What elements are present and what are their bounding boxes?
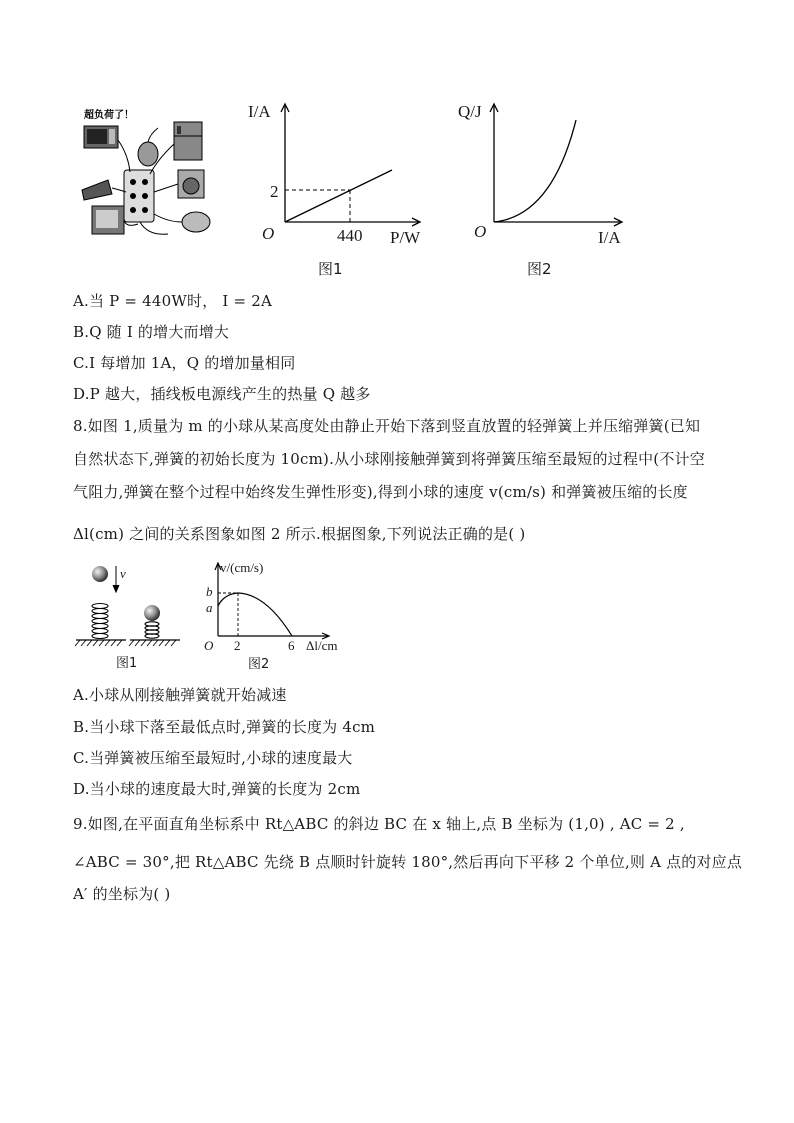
q8-fig2-tick-6: 6 xyxy=(288,638,295,653)
q8-fig2-y-label: v/(cm/s) xyxy=(220,560,264,575)
q8-fig2-x-label: Δl/cm xyxy=(306,638,338,653)
velocity-arrow-label: v xyxy=(120,566,126,581)
graph2-caption: 图2 xyxy=(527,260,552,278)
q8-fig2-tick-2: 2 xyxy=(234,638,241,653)
graph2-origin: O xyxy=(474,222,487,241)
graph1-x-tick: 440 xyxy=(337,226,363,245)
q7-option-b: B.Q 随 I 的增大而增大 xyxy=(73,323,230,341)
q9-stem-line1: 9.如图,在平面直角坐标系中 Rt△ABC 的斜边 BC 在 x 轴上,点 B 坐标为 (1,0) , AC = 2 , xyxy=(73,815,685,833)
overload-cartoon xyxy=(78,104,228,244)
overload-sticker: 超负荷了！ xyxy=(84,110,134,121)
q8-option-c: C.当弹簧被压缩至最短时,小球的速度最大 xyxy=(73,749,353,767)
graph1-origin: O xyxy=(262,224,275,243)
graph1-y-label: I/A xyxy=(248,102,271,121)
q8-option-d: D.当小球的速度最大时,弹簧的长度为 2cm xyxy=(73,780,361,798)
q8-stem-line3: 气阻力,弹簧在整个过程中始终发生弹性形变),得到小球的速度 v(cm/s) 和弹簧被压缩的长度 xyxy=(73,483,688,501)
q9-stem-line2: ∠ABC = 30°,把 Rt△ABC 先绕 B 点顺时针旋转 180°,然后再向下平移 2 个单位,则 A 点的对应点 xyxy=(73,853,743,871)
q8-stem-line4: Δl(cm) 之间的关系图象如图 2 所示.根据图象,下列说法正确的是( ) xyxy=(73,525,526,543)
q8-option-a: A.小球从刚接触弹簧就开始减速 xyxy=(73,686,287,704)
q7-option-c: C.I 每增加 1A，Q 的增加量相同 xyxy=(73,354,296,372)
q8-stem-line1: 8.如图 1,质量为 m 的小球从某高度处由静止开始下落到竖直放置的轻弹簧上并压缩弹簧(已知 xyxy=(73,417,701,435)
q7-option-a: A.当 P = 440W时， I = 2A xyxy=(73,292,272,310)
graph-v-vs-dl xyxy=(200,558,360,670)
q7-option-d: D.P 越大，插线板电源线产生的热量 Q 越多 xyxy=(73,385,371,403)
spring-ball-figure xyxy=(72,560,192,670)
q9-stem-line3: A′ 的坐标为( ) xyxy=(73,885,171,903)
graph1-x-label: P/W xyxy=(390,228,421,247)
q8-fig2-a-label: a xyxy=(206,600,213,615)
q8-stem-line2: 自然状态下,弹簧的初始长度为 10cm).从小球刚接触弹簧到将弹簧压缩至最短的过程中(不计空 xyxy=(73,450,705,468)
graph-q-vs-i xyxy=(452,96,642,256)
q8-option-b: B.当小球下落至最低点时,弹簧的长度为 4cm xyxy=(73,718,376,736)
q8-fig2-caption: 图2 xyxy=(248,657,270,672)
graph1-y-tick: 2 xyxy=(270,182,279,201)
graph-i-vs-p xyxy=(240,96,440,256)
graph2-x-label: I/A xyxy=(598,228,621,247)
q8-fig2-origin: O xyxy=(204,638,214,653)
graph1-caption: 图1 xyxy=(318,260,343,278)
q8-fig2-b-label: b xyxy=(206,584,213,599)
graph2-y-label: Q/J xyxy=(458,102,482,121)
q8-fig1-caption: 图1 xyxy=(116,656,138,671)
